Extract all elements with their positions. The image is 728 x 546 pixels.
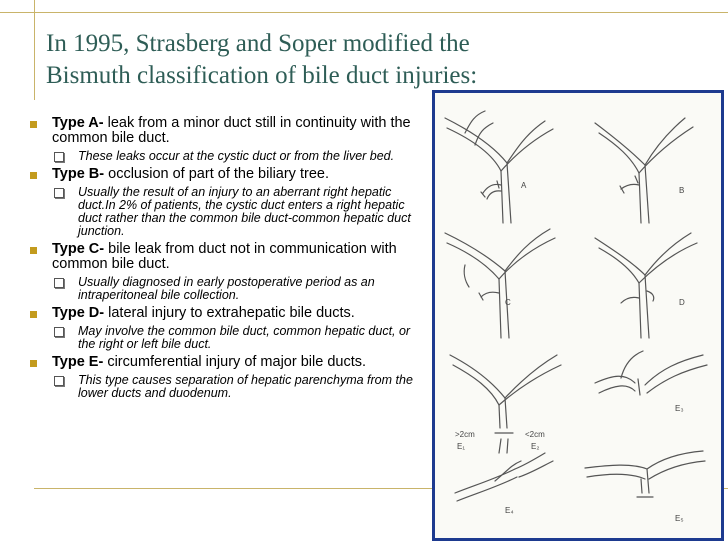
list-item-type-c — [30, 242, 422, 302]
panel-a-sketch — [445, 111, 553, 223]
panel-label: E₄ — [505, 506, 514, 515]
detail-item — [52, 186, 422, 238]
type-description: bile leak from duct not in communication with common bile duct. — [52, 241, 397, 272]
type-e-details — [52, 374, 422, 400]
bile-duct-injury-illustration — [432, 90, 724, 541]
panel-e4-sketch — [455, 453, 553, 515]
slide-title — [46, 28, 606, 92]
square-bullet-icon — [30, 121, 37, 128]
title-line-2: Bismuth classification of bile duct injuries: — [46, 62, 478, 89]
type-description: circumferential injury of major bile ducts. — [107, 354, 367, 370]
square-bullet-icon — [30, 311, 37, 318]
type-c-text — [52, 242, 422, 272]
box-bullet-icon — [54, 376, 64, 386]
type-label: Type B- — [52, 166, 105, 182]
title-line-1: In 1995, Strasberg and Soper modified the — [46, 30, 470, 57]
type-b-text — [52, 167, 422, 182]
square-bullet-icon — [30, 172, 37, 179]
panel-d-sketch — [595, 233, 697, 338]
detail-item — [52, 374, 422, 400]
detail-text: Usually diagnosed in early postoperative period as an intraperitoneal bile collection. — [78, 275, 375, 302]
type-c-details — [52, 276, 422, 302]
type-label: Type A- — [52, 115, 104, 131]
type-label: Type C- — [52, 241, 105, 257]
panel-c-sketch — [445, 229, 555, 338]
box-bullet-icon — [54, 327, 64, 337]
list-item-type-a — [30, 116, 422, 163]
panel-label: E₁ — [457, 442, 466, 451]
type-a-details — [52, 150, 422, 163]
detail-text: Usually the result of an injury to an aberrant right hepatic duct.In 2% of patients, the cystic duct enters a right hepatic duct rather than the common bile duct-common hepatic duct junction. — [78, 185, 411, 238]
box-bullet-icon — [54, 278, 64, 288]
type-label: Type D- — [52, 305, 105, 321]
square-bullet-icon — [30, 247, 37, 254]
list-item-type-e — [30, 355, 422, 400]
list-item-type-d — [30, 306, 422, 351]
panel-label: E₅ — [675, 514, 684, 523]
panel-label: E₃ — [675, 404, 684, 413]
type-description: occlusion of part of the biliary tree. — [108, 166, 329, 182]
list-item-type-b — [30, 167, 422, 238]
injury-types-list — [30, 116, 422, 404]
panel-label: C — [505, 298, 511, 307]
type-d-details — [52, 325, 422, 351]
type-e-text — [52, 355, 422, 370]
left-rule — [34, 0, 35, 100]
injury-sketches — [435, 93, 721, 538]
detail-text: These leaks occur at the cystic duct or from the liver bed. — [78, 149, 395, 163]
detail-item — [52, 150, 422, 163]
panel-label: D — [679, 298, 685, 307]
panel-label: A — [521, 181, 527, 190]
panel-e3-sketch — [595, 351, 707, 413]
type-description: leak from a minor duct still in continuity with the common bile duct. — [52, 115, 411, 146]
square-bullet-icon — [30, 360, 37, 367]
type-description: lateral injury to extrahepatic bile ducts. — [108, 305, 355, 321]
top-rule — [0, 12, 728, 13]
type-a-text — [52, 116, 422, 146]
detail-text: May involve the common bile duct, common hepatic duct, or the right or left bile duct. — [78, 324, 411, 351]
type-b-details — [52, 186, 422, 238]
e2-distance-note: <2cm — [525, 430, 545, 439]
box-bullet-icon — [54, 188, 64, 198]
e1-distance-note: >2cm — [455, 430, 475, 439]
box-bullet-icon — [54, 152, 64, 162]
detail-item — [52, 325, 422, 351]
panel-label: B — [679, 186, 685, 195]
type-label: Type E- — [52, 354, 104, 370]
panel-e5-sketch — [585, 451, 705, 523]
panel-label: E₂ — [531, 442, 540, 451]
panel-e1-e2-sketch — [450, 355, 561, 453]
type-d-text — [52, 306, 422, 321]
detail-item — [52, 276, 422, 302]
detail-text: This type causes separation of hepatic parenchyma from the lower ducts and duodenum. — [78, 373, 413, 400]
panel-b-sketch — [595, 118, 693, 223]
